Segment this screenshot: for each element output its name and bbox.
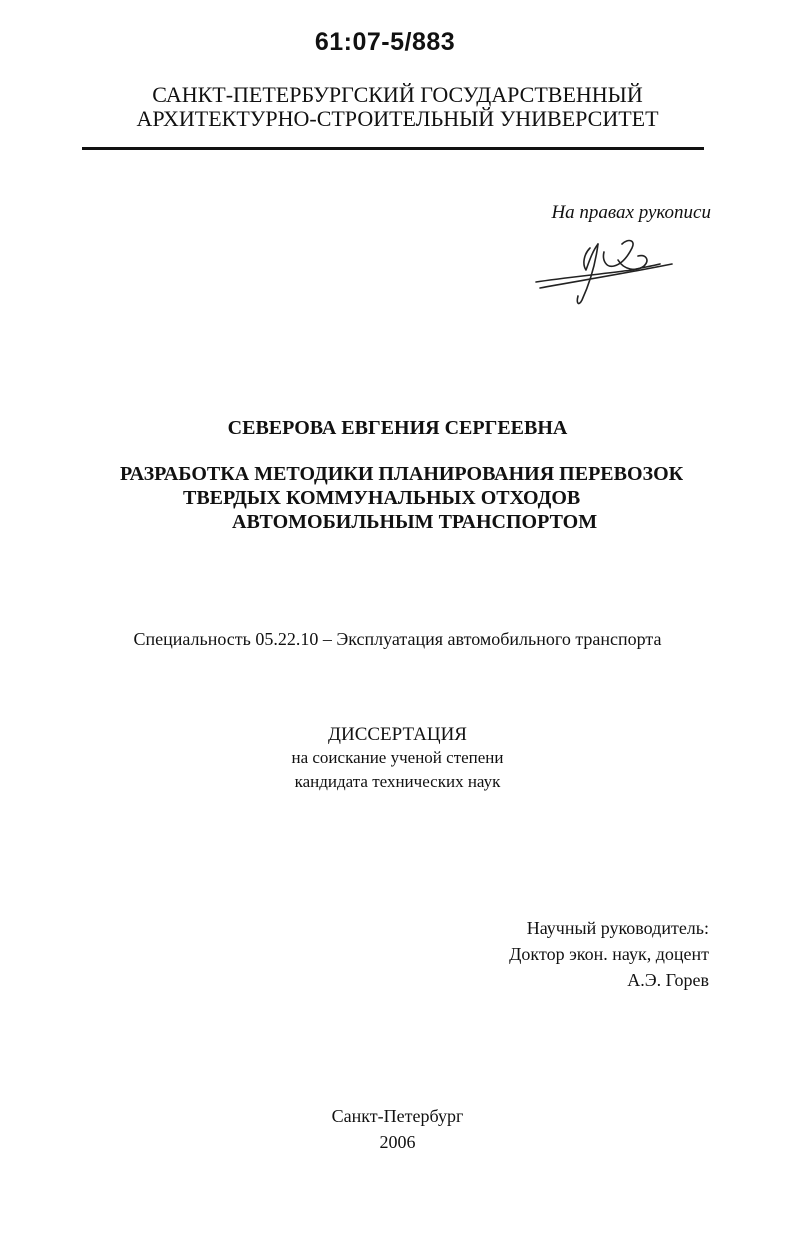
supervisor-name: А.Э. Горев: [627, 970, 709, 990]
thesis-title-line-2: ТВЕРДЫХ КОММУНАЛЬНЫХ ОТХОДОВ: [183, 487, 581, 509]
year: 2006: [379, 1132, 416, 1152]
thesis-title-line-1: РАЗРАБОТКА МЕТОДИКИ ПЛАНИРОВАНИЯ ПЕРЕВОЗОК: [120, 463, 684, 485]
dissertation-heading: ДИССЕРТАЦИЯ: [328, 724, 467, 745]
manuscript-note: На правах рукописи: [551, 202, 711, 223]
dissertation-degree-line-1: на соискание ученой степени: [291, 748, 504, 767]
supervisor-degree: Доктор экон. наук, доцент: [509, 944, 709, 964]
university-line-2: АРХИТЕКТУРНО-СТРОИТЕЛЬНЫЙ УНИВЕРСИТЕТ: [136, 106, 659, 131]
supervisor-label: Научный руководитель:: [526, 918, 709, 938]
author-name: СЕВЕРОВА ЕВГЕНИЯ СЕРГЕЕВНА: [227, 417, 568, 439]
city-year-block: [0, 1103, 795, 1155]
handwritten-signature: [532, 230, 677, 310]
thesis-title-line-3: АВТОМОБИЛЬНЫМ ТРАНСПОРТОМ: [232, 511, 598, 533]
dissertation-block: [0, 724, 795, 794]
dissertation-degree-line-2: кандидата технических наук: [294, 772, 501, 791]
supervisor-block: [509, 915, 709, 993]
header-divider: [82, 147, 704, 150]
city: Санкт-Петербург: [331, 1106, 464, 1126]
university-name: [0, 83, 795, 131]
university-line-1: САНКТ-ПЕТЕРБУРГСКИЙ ГОСУДАРСТВЕННЫЙ: [152, 82, 643, 107]
specialty-line: Специальность 05.22.10 – Эксплуатация автомобильного транспорта: [133, 629, 662, 649]
catalog-code: 61:07-5/883: [314, 28, 456, 56]
